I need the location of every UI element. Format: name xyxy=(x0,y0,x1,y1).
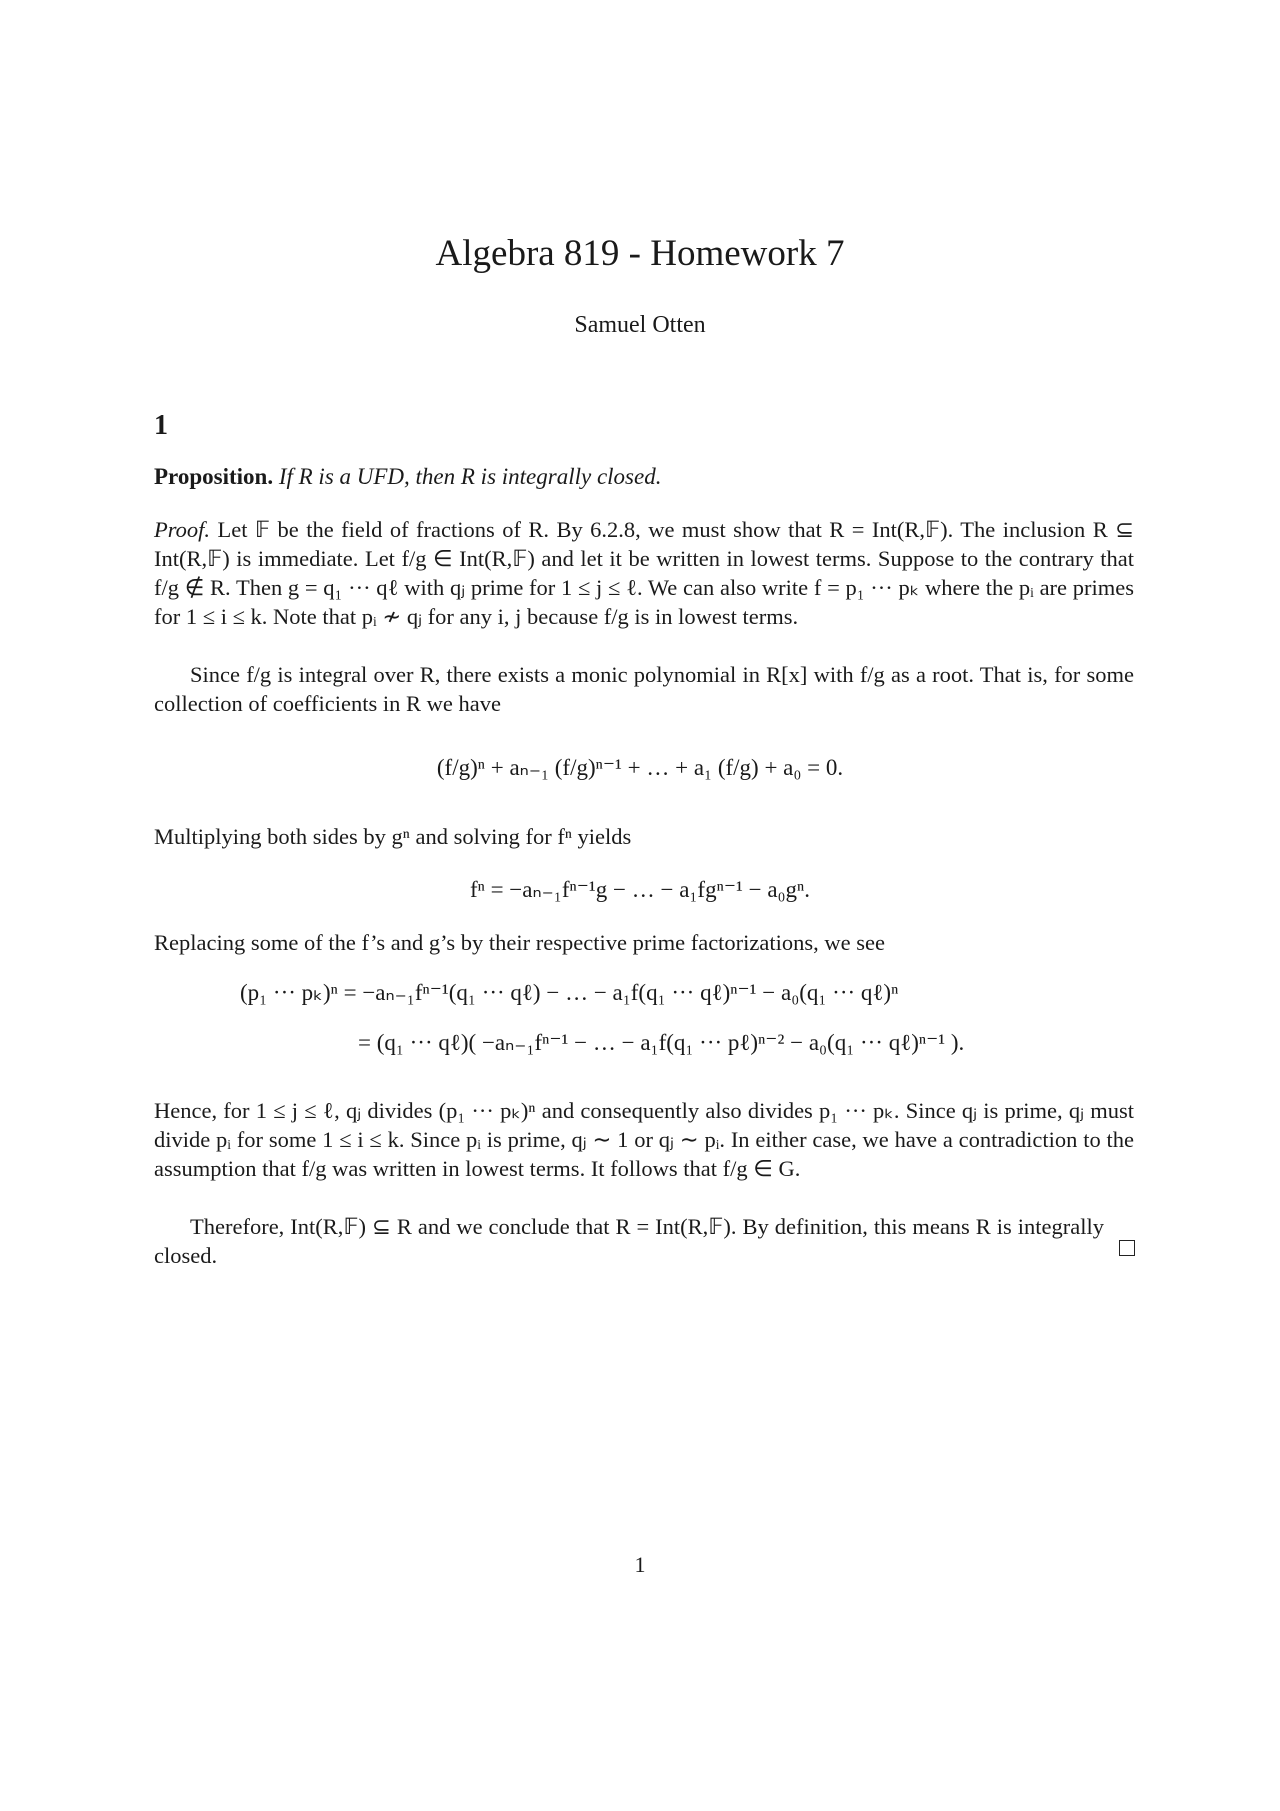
proof-paragraph-1 xyxy=(154,515,1134,631)
equation-solve-fn: fⁿ = −aₙ₋₁fⁿ⁻¹g − … − a₁fgⁿ⁻¹ − a₀gⁿ. xyxy=(469,877,811,902)
proof-paragraph-2: Since f/g is integral over R, there exists a monic polynomial in R[x] with f/g as a root. That is, for some collection of coefficients in R we have xyxy=(154,662,1134,716)
qed-box-icon xyxy=(1119,1240,1135,1256)
equation-monic-polynomial: (f/g)ⁿ + aₙ₋₁ (f/g)ⁿ⁻¹ + … + a₁ (f/g) + a₀ = 0. xyxy=(436,755,844,780)
proof-paragraph-1-text: Let 𝔽 be the field of fractions of R. By 6.2.8, we must show that R = Int(R,𝔽). The inclusion R ⊆ Int(R,𝔽) is immediate. Let f/g ∈ Int(R,𝔽) and let it be written in lowest terms. Suppose to the contrary that f/g ∉ R. Then g = q₁ ··· qℓ with qⱼ prime for 1 ≤ j ≤ ℓ. We can also write f = p₁ ··· pₖ where the pᵢ are primes for 1 ≤ i ≤ k. Note that pᵢ ≁ qⱼ for any i, j because f/g is in lowest terms. xyxy=(154,517,1134,629)
proof-paragraph-5: Hence, for 1 ≤ j ≤ ℓ, qⱼ divides (p₁ ··· pₖ)ⁿ and consequently also divides p₁ ··· pₖ. Since qⱼ is prime, qⱼ must divide pᵢ for some 1 ≤ i ≤ k. Since pᵢ is prime, qⱼ ∼ 1 or qⱼ ∼ pᵢ. In either case, we have a contradiction to the assumption that f/g was written in lowest terms. It follows that f/g ∈ G. xyxy=(154,1098,1134,1181)
proposition-label: Proposition. xyxy=(154,464,274,489)
proof-paragraph-6: Therefore, Int(R,𝔽) ⊆ R and we conclude that R = Int(R,𝔽). By definition, this means R is integrally closed. xyxy=(154,1214,1104,1268)
equation-factorization-line-1: (p₁ ··· pₖ)ⁿ = −aₙ₋₁fⁿ⁻¹(q₁ ··· qℓ) − … − a₁f(q₁ ··· qℓ)ⁿ⁻¹ − a₀(q₁ ··· qℓ)ⁿ xyxy=(240,980,899,1005)
proposition-text: If R is a UFD, then R is integrally closed. xyxy=(278,464,662,489)
page-number: 1 xyxy=(634,1552,646,1577)
proof-paragraph-3: Multiplying both sides by gⁿ and solving for fⁿ yields xyxy=(154,824,632,849)
author-name: Samuel Otten xyxy=(574,312,706,338)
section-number: 1 xyxy=(154,410,168,441)
equation-factorization-line-2: = (q₁ ··· qℓ)( −aₙ₋₁fⁿ⁻¹ − … − a₁f(q₁ ··· pℓ)ⁿ⁻² − a₀(q₁ ··· qℓ)ⁿ⁻¹ ). xyxy=(358,1030,965,1055)
proposition xyxy=(154,464,661,490)
document-title: Algebra 819 - Homework 7 xyxy=(435,233,845,274)
proof-paragraph-4: Replacing some of the f’s and g’s by their respective prime factorizations, we see xyxy=(154,930,885,955)
proof-label: Proof. xyxy=(154,517,211,542)
